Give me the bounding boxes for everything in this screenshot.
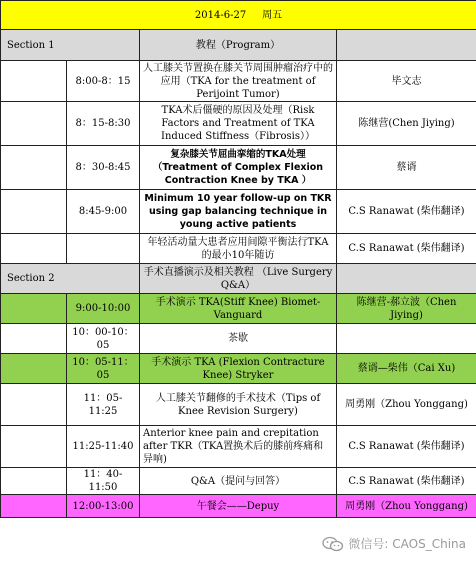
time-cell: 11：05-11:25 — [67, 384, 140, 426]
speaker-cell: C.S Ranawat (柴伟翻译) — [337, 234, 476, 264]
speaker-cell: 毕文志 — [337, 61, 476, 102]
speaker-cell: C.S Ranawat (柴伟翻译) — [337, 190, 476, 234]
speaker-cell: 周勇刚（Zhou Yonggang) — [337, 384, 476, 426]
watermark-text: 微信号: CAOS_China — [348, 537, 466, 551]
blank-cell — [1, 384, 67, 426]
topic-cell: Minimum 10 year follow-up on TKR using gap balancing technique in young active patients — [140, 190, 337, 234]
table-row — [1, 468, 476, 495]
time-cell: 8:00-8：15 — [67, 61, 140, 102]
time-cell: 10：00-10：05 — [67, 324, 140, 354]
blank-cell — [1, 468, 67, 495]
speaker-cell: 陈继营-郝立波（Chen Jiying) — [337, 294, 476, 324]
topic-cell: TKA术后僵硬的原因及处理（Risk Factors and Treatment of TKA Induced Stiffness（Fibrosis）） — [140, 102, 337, 146]
blank-cell — [1, 190, 67, 234]
speaker-cell: 陈继营(Chen Jiying) — [337, 102, 476, 146]
table-row — [1, 324, 476, 354]
table-row — [1, 146, 476, 190]
topic-cell: 人工膝关节翻修的手术技术（Tips of Knee Revision Surgery) — [140, 384, 337, 426]
time-cell: 8：15-8:30 — [67, 102, 140, 146]
header-date: 2014-6-27 — [194, 9, 247, 21]
section-label: Section 1 — [1, 30, 140, 61]
table-row — [1, 426, 476, 468]
blank-cell — [1, 495, 67, 518]
section-label: Section 2 — [1, 264, 140, 294]
header-weekday: 周五 — [262, 9, 283, 21]
time-cell: 11：40-11:50 — [67, 468, 140, 495]
speaker-cell: 蔡谞 — [337, 146, 476, 190]
topic-cell: Anterior knee pain and crepitation after TKR（TKA置换术后的膝前疼痛和异响) — [140, 426, 337, 468]
wechat-icon — [322, 536, 344, 552]
blank-cell — [1, 102, 67, 146]
date-header-row — [1, 1, 476, 30]
section-blank — [337, 30, 476, 61]
table-row — [1, 384, 476, 426]
speaker-cell: C.S Ranawat (柴伟翻译) — [337, 468, 476, 495]
blank-cell — [1, 324, 67, 354]
blank-cell — [1, 61, 67, 102]
section-row — [1, 264, 476, 294]
time-cell: 9:00-10:00 — [67, 294, 140, 324]
time-cell: 10：05-11：05 — [67, 354, 140, 384]
blank-cell — [1, 146, 67, 190]
blank-cell — [1, 294, 67, 324]
topic-cell: 人工膝关节置换在膝关节周围肿瘤治疗中的应用（TKA for the treatment of Perijoint Tumor) — [140, 61, 337, 102]
time-cell: 8：30-8:45 — [67, 146, 140, 190]
speaker-cell: 蔡谞—柴伟（Cai Xu) — [337, 354, 476, 384]
topic-cell: Q&A（提问与回答） — [140, 468, 337, 495]
table-row — [1, 294, 476, 324]
section-title: 教程（Program） — [140, 30, 337, 61]
date-header — [1, 1, 476, 30]
topic-cell: 手术演示 TKA(Stiff Knee) Biomet-Vanguard — [140, 294, 337, 324]
topic-cell: 午餐会——Depuy — [140, 495, 337, 518]
table-row — [1, 234, 476, 264]
time-cell: 12:00-13:00 — [67, 495, 140, 518]
blank-cell — [1, 426, 67, 468]
table-row — [1, 354, 476, 384]
table-row — [1, 102, 476, 146]
speaker-cell: C.S Ranawat (柴伟翻译) — [337, 426, 476, 468]
topic-cell: 手术演示 TKA (Flexion Contracture Knee) Stryker — [140, 354, 337, 384]
time-cell — [67, 234, 140, 264]
time-cell: 11:25-11:40 — [67, 426, 140, 468]
blank-cell — [1, 354, 67, 384]
speaker-cell: 周勇刚（Zhou Yonggang) — [337, 495, 476, 518]
section-blank — [337, 264, 476, 294]
time-cell: 8:45-9:00 — [67, 190, 140, 234]
wechat-watermark — [322, 535, 466, 552]
topic-cell: 年轻活动量大患者应用间隙平衡法行TKA的最小10年随访 — [140, 234, 337, 264]
speaker-cell — [337, 324, 476, 354]
topic-cell: 复杂膝关节屈曲挛缩的TKA处理（Treatment of Complex Flexion Contraction Knee by TKA ） — [140, 146, 337, 190]
blank-cell — [1, 234, 67, 264]
topic-cell: 茶歇 — [140, 324, 337, 354]
section-title: 手术直播演示及相关教程 （Live Surgery Q&A） — [140, 264, 337, 294]
table-row — [1, 190, 476, 234]
table-row — [1, 495, 476, 518]
table-row — [1, 61, 476, 102]
section-row — [1, 30, 476, 61]
